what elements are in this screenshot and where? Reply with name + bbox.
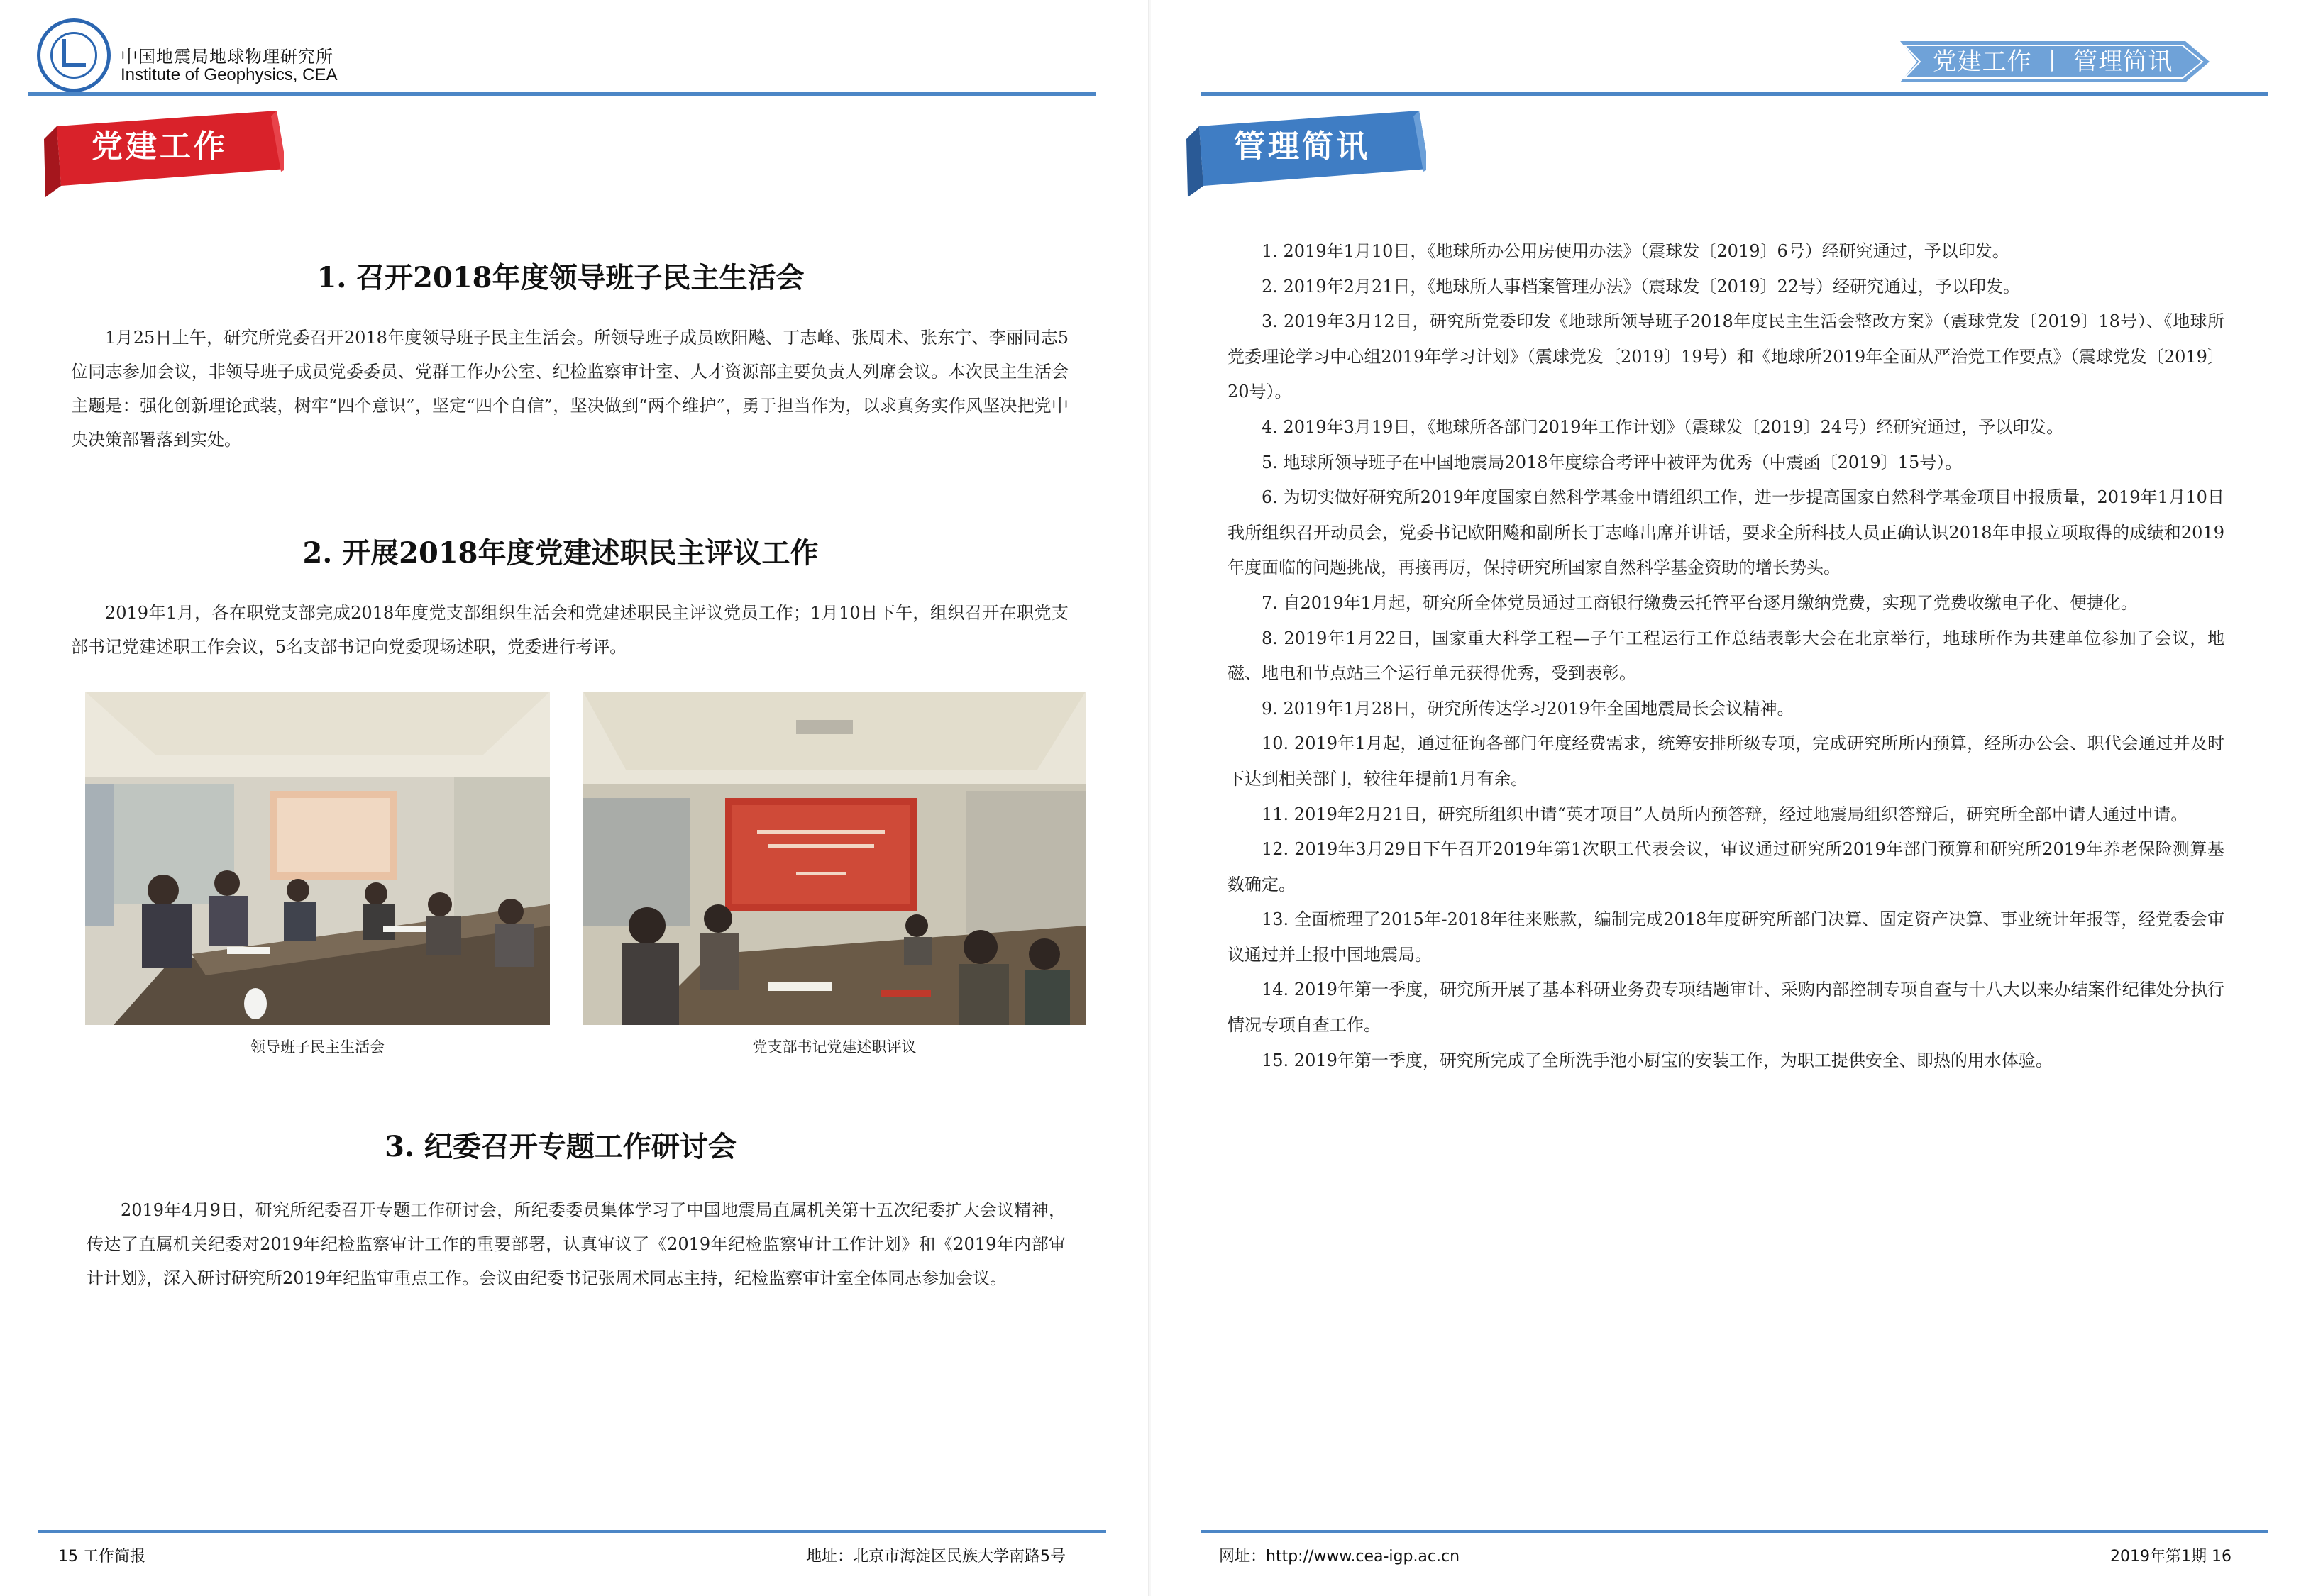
org-name-cn: 中国地震局地球物理研究所 [121, 47, 333, 67]
banner-label: 党建工作 [92, 128, 228, 165]
banner-label: 管理简讯 [1234, 128, 1370, 165]
list-item: 4. 2019年3月19日，《地球所各部门2019年工作计划》（震球发〔2019〕24号）经研究通过，予以印发。 [1262, 416, 2064, 437]
list-item: 8. 2019年1月22日，国家重大科学工程—子午工程运行工作总结表彰大会在北京举行，地球所作为共建单位参加了会议，地磁、地电和节点站三个运行单元获得优秀，受到表彰。 [1228, 628, 2224, 684]
photo-leadership-meeting [85, 692, 550, 1025]
header-divider [1201, 92, 2268, 96]
list-item: 10. 2019年1月起，通过征询各部门年度经费需求，统筹安排所级专项，完成研究所所内预算，经所办公会、职代会通过并及时下达到相关部门，较往年提前1月有余。 [1228, 733, 2224, 789]
section-body-1: 1月25日上午，研究所党委召开2018年度领导班子民主生活会。所领导班子成员欧阳飚、丁志峰、张周术、张东宁、李丽同志5位同志参加会议，非领导班子成员党委委员、党群工作办公室、纪检监察审计室、人才资源部主要负责人列席会议。本次民主生活会主题是：强化创新理论武装，树牢“四个意识”，坚定“四个自信”，坚决做到“两个维护”，勇于担当作为，以求真务实作风坚决把党中央决策部署落到实处。 [71, 328, 1069, 450]
list-item: 1. 2019年1月10日，《地球所办公用房使用办法》（震球发〔2019〕6号）经研究通过，予以印发。 [1262, 241, 2009, 261]
header-tab-label: 党建工作 丨 管理简讯 [1932, 48, 2173, 76]
footer-address: 地址：北京市海淀区民族大学南路5号 [806, 1548, 1066, 1565]
photo-caption-1: 领导班子民主生活会 [250, 1038, 385, 1055]
section-body-3: 2019年4月9日，研究所纪委召开专题工作研讨会，所纪委委员集体学习了中国地震局直属机关第十五次纪委扩大会议精神，传达了直属机关纪委对2019年纪检监察审计工作的重要部署，认真审议了《2019年纪检监察审计工作计划》和《2019年内部审计计划》，深入研讨研究所2019年纪监审重点工作。会议由纪委书记张周术同志主持，纪检监察审计室全体同志参加会议。 [87, 1200, 1066, 1288]
section-title-1: 1. 召开2018年度领导班子民主生活会 [316, 261, 805, 294]
list-item: 2. 2019年2月21日，《地球所人事档案管理办法》（震球发〔2019〕22号）经研究通过，予以印发。 [1262, 276, 2021, 297]
list-item: 11. 2019年2月21日，研究所组织申请“英才项目”人员所内预答辩，经过地震局组织答辩后，研究所全部申请人通过申请。 [1262, 804, 2188, 824]
list-item: 9. 2019年1月28日，研究所传达学习2019年全国地震局长会议精神。 [1262, 698, 1794, 719]
footer-page-label: 15 工作简报 [58, 1548, 145, 1565]
org-name-en: Institute of Geophysics, CEA [121, 65, 338, 84]
footer-divider [1201, 1530, 2268, 1533]
section-title-2: 2. 开展2018年度党建述职民主评议工作 [302, 536, 819, 570]
section-banner-management [1185, 106, 1426, 206]
header-section-tab [1893, 40, 2212, 84]
header-divider [28, 92, 1096, 96]
footer-website: 网址：http://www.cea-igp.ac.cn [1219, 1548, 1460, 1565]
section-body-2: 2019年1月，各在职党支部完成2018年度党支部组织生活会和党建述职民主评议党员工作；1月10日下午，组织召开在职党支部书记党建述职工作会议，5名支部书记向党委现场述职，党委进行考评。 [71, 603, 1069, 657]
list-item: 6. 为切实做好研究所2019年度国家自然科学基金申请组织工作，进一步提高国家自然科学基金项目申报质量，2019年1月10日我所组织召开动员会，党委书记欧阳飚和副所长丁志峰出席并讲话，要求全所科技人员正确认识2018年申报立项取得的成绩和2019年度面临的问题挑战，再接再厉，保持研究所国家自然科学基金资助的增长势头。 [1228, 487, 2224, 578]
list-item: 3. 2019年3月12日，研究所党委印发《地球所领导班子2018年度民主生活会整改方案》（震球党发〔2019〕18号）、《地球所党委理论学习中心组2019年学习计划》（震球党发〔2019〕19号）和《地球所2019年全面从严治党工作要点》（震球党发〔2019〕20号）。 [1228, 311, 2224, 402]
section-title-3: 3. 纪委召开专题工作研讨会 [385, 1130, 737, 1163]
section-banner-party [43, 106, 284, 206]
left-page [0, 0, 1149, 1596]
right-page [1151, 0, 2306, 1596]
list-item: 15. 2019年第一季度，研究所完成了全所洗手池小厨宝的安装工作，为职工提供安全、即热的用水体验。 [1262, 1050, 2053, 1070]
list-item: 7. 自2019年1月起，研究所全体党员通过工商银行缴费云托管平台逐月缴纳党费，实现了党费收缴电子化、便捷化。 [1262, 592, 2138, 613]
photo-branch-secretary-review [583, 692, 1086, 1025]
photo-caption-2: 党支部书记党建述职评议 [752, 1038, 917, 1055]
management-news-list [1228, 234, 2224, 1078]
institute-logo [37, 18, 111, 92]
list-item: 13. 全面梳理了2015年-2018年往来账款，编制完成2018年度研究所部门决算、固定资产决算、事业统计年报等，经党委会审议通过并上报中国地震局。 [1228, 909, 2224, 965]
list-item: 14. 2019年第一季度，研究所开展了基本科研业务费专项结题审计、采购内部控制专项自查与十八大以来办结案件纪律处分执行情况专项自查工作。 [1228, 980, 2224, 1036]
footer-issue-page: 2019年第1期 16 [2110, 1548, 2231, 1565]
footer-divider [38, 1530, 1106, 1533]
list-item: 12. 2019年3月29日下午召开2019年第1次职工代表会议，审议通过研究所2019年部门预算和研究所2019年养老保险测算基数确定。 [1228, 839, 2224, 894]
list-item: 5. 地球所领导班子在中国地震局2018年度综合考评中被评为优秀（中震函〔2019〕15号）。 [1262, 452, 1963, 472]
